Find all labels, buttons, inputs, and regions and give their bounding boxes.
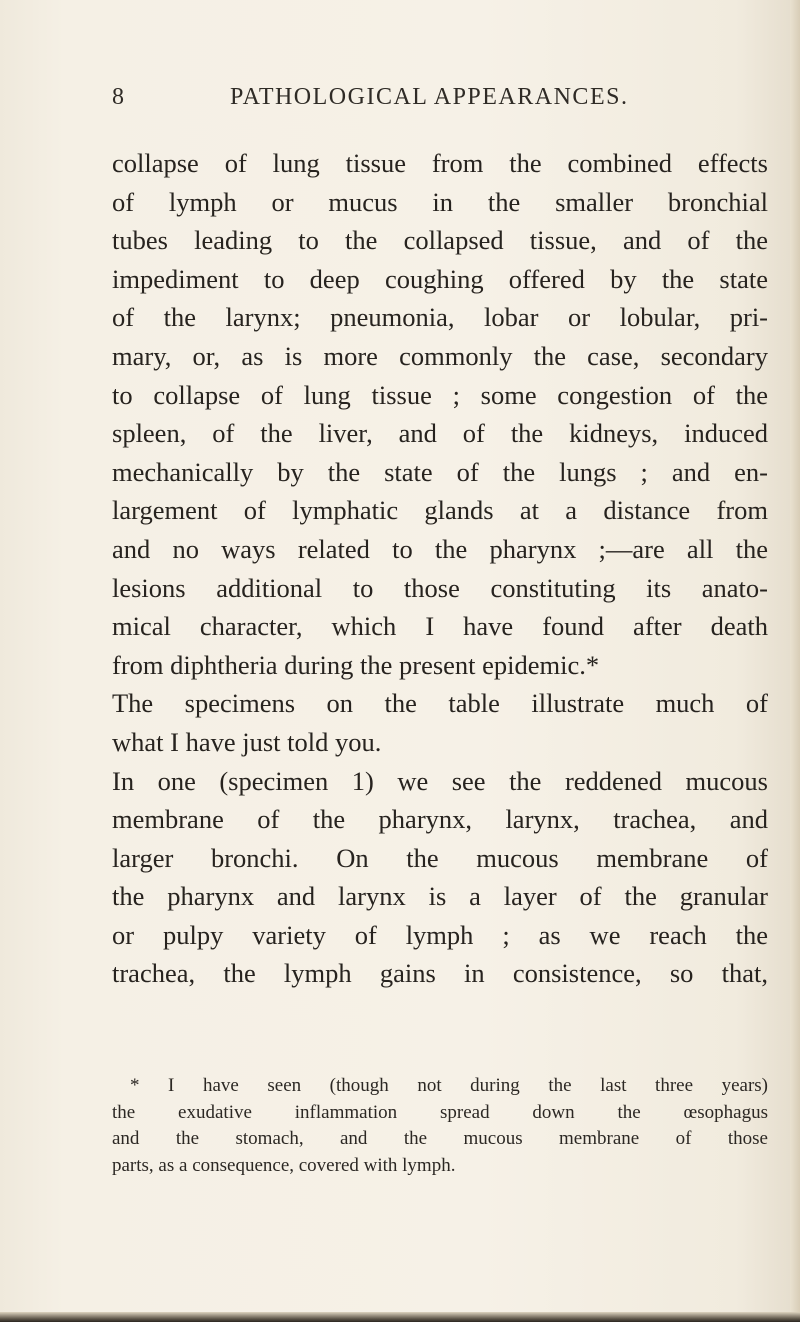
text-line: The specimens on the table illustrate much of xyxy=(112,688,768,719)
text-line: mical character, which I have found after death xyxy=(112,611,768,642)
text-line: impediment to deep coughing offered by the state xyxy=(112,263,768,294)
text-line: what I have just told you. xyxy=(112,726,382,757)
text-line: tubes leading to the collapsed tissue, and of the xyxy=(112,225,768,256)
text-line: of lymph or mucus in the smaller bronchial xyxy=(112,186,768,217)
text-line: largement of lymphatic glands at a distance from xyxy=(112,495,768,526)
running-title: PATHOLOGICAL APPEARANCES. xyxy=(230,84,629,110)
text-line: larger bronchi. On the mucous membrane of xyxy=(112,842,768,873)
footnote-line: the exudative inflammation spread down the œsophagus xyxy=(112,1101,768,1123)
text-line: lesions additional to those constituting its anato- xyxy=(112,572,768,603)
text-line: collapse of lung tissue from the combined effects xyxy=(112,148,768,178)
text-line: from diphtheria during the present epidemic.* xyxy=(112,649,600,680)
text-line: membrane of the pharynx, larynx, trachea, and xyxy=(112,804,768,835)
page-edge-right xyxy=(790,0,800,1322)
text-line: spleen, of the liver, and of the kidneys, induced xyxy=(112,418,768,449)
footnote-line: * I have seen (though not during the last three years) xyxy=(130,1075,768,1096)
text-line: mechanically by the state of the lungs ; and en- xyxy=(112,456,768,487)
text-line: mary, or, as is more commonly the case, secondary xyxy=(112,340,768,371)
text-line: In one (specimen 1) we see the reddened mucous xyxy=(112,765,768,796)
text-line: of the larynx; pneumonia, lobar or lobular, pri- xyxy=(112,302,768,333)
text-line: the pharynx and larynx is a layer of the granular xyxy=(112,881,768,912)
text-line: trachea, the lymph gains in consistence, so that, xyxy=(112,958,768,989)
text-line: or pulpy variety of lymph ; as we reach the xyxy=(112,919,768,950)
footnote-line: and the stomach, and the mucous membrane of those xyxy=(112,1128,768,1149)
body-text xyxy=(112,144,768,993)
text-line: and no ways related to the pharynx ;—are all the xyxy=(112,533,768,564)
footnote-line: parts, as a consequence, covered with lymph. xyxy=(112,1154,456,1176)
page-number: 8 xyxy=(112,84,125,110)
footnote xyxy=(112,1073,768,1179)
text-line: to collapse of lung tissue ; some congestion of the xyxy=(112,379,768,410)
page-header xyxy=(112,84,772,114)
page-edge-bottom xyxy=(0,1312,800,1322)
